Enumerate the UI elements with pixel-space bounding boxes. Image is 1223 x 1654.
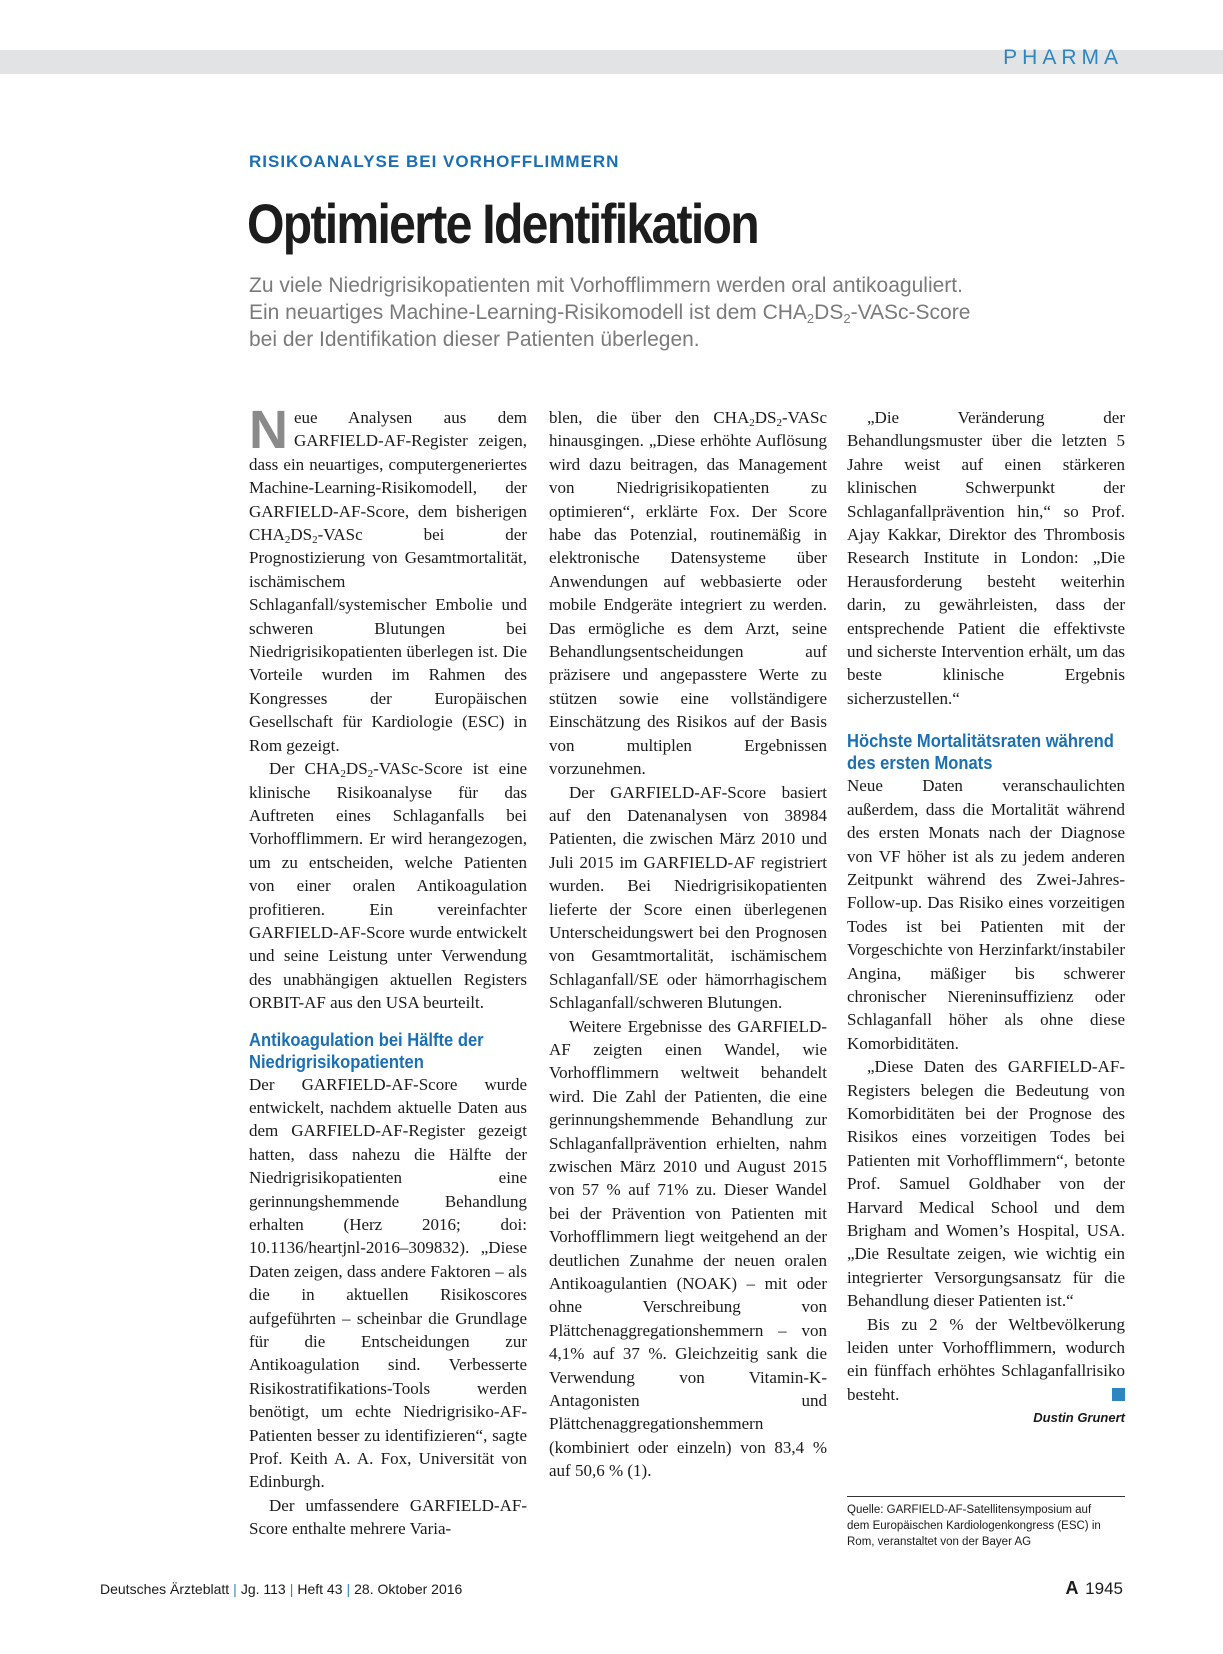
lead-line: Ein neuartiges Machine-Learning-Risikomodell ist dem $CHA_2DS_2-VASc$-Score (249, 301, 971, 326)
lead-line: Zu viele Niedrigrisikopatienten mit Vorhofflimmern werden oral antikoaguliert. (249, 274, 963, 297)
volume: Jg. 113 (240, 1581, 286, 1597)
source-note: Quelle: GARFIELD-AF-Satellitensymposium auf dem Europäischen Kardiologenkongress (ESC) in Rom, veranstaltet von der Bayer AG (847, 1496, 1125, 1550)
footer: Deutsches Ärzteblatt | Jg. 113 | Heft 43 | 28. Oktober 2016 (100, 1581, 463, 1597)
issue: Heft 43 (297, 1581, 343, 1597)
article-lead (249, 272, 1079, 353)
lead-line: bei der Identifikation dieser Patienten überlegen. (249, 328, 700, 351)
section-label: PHARMA (1003, 46, 1123, 69)
column-2 (549, 406, 827, 1483)
subheading: Antikoagulation bei Hälfte der Niedrigrisikopatienten (249, 1029, 484, 1072)
paragraph: „Die Veränderung der Behandlungsmuster über die letzten 5 Jahre weist auf einen stärkeren klinischen Schwerpunkt der Schlaganfallprävention hin,“ so Prof. Ajay Kakkar, Direktor des Thrombosis Research Institute in London: „Die Herausforderung besteht weiterhin darin, zu gewährleisten, dass der entsprechende Patient die effektivste und sicherste Intervention erhält, um das beste klinische Ergebnis sicherzustellen.“ (847, 408, 1125, 708)
paragraph: Der GARFIELD-AF-Score wurde entwickelt, nachdem aktuelle Daten aus dem GARFIELD-AF-Register gezeigt hatten, dass nahezu die Hälfte der Niedrigrisikopatienten eine gerinnungshemmende Behandlung erhalten (Herz 2016; doi: 10.1136/heartjnl-2016–309832). „Diese Daten zeigen, dass andere Faktoren – als die in aktuellen Risikoscores aufgeführten – scheinbar die Grundlage für die Entscheidungen zur Antikoagulation sind. Verbesserte Risikostratifikations-Tools werden benötigt, um echte Niedrigrisiko-AF-Patienten besser zu identifizieren“, sagte Prof. Keith A. A. Fox, Universität von Edinburgh. (249, 1074, 527, 1492)
column-3 (847, 406, 1125, 1427)
paragraph: „Diese Daten des GARFIELD-AF-Registers belegen die Bedeutung von Komorbiditäten bei der Prognose des Risikos eines vorzeitigen Todes bei Patienten mit Vorhofflimmern“, betonte Prof. Samuel Goldhaber von der Harvard Medical School und dem Brigham and Women’s Hospital, USA. „Die Resultate zeigen, wie wichtig ein integrierter Versorgungsansatz für die Behandlung dieser Patienten ist.“ (847, 1057, 1125, 1311)
article-kicker: RISIKOANALYSE BEI VORHOFFLIMMERN (249, 152, 620, 171)
paragraph: Bis zu 2 % der Weltbevölkerung leiden unter Vorhofflimmern, wodurch ein fünffach erhöhtes Schlaganfallrisiko besteht. (847, 1314, 1125, 1404)
author: Dustin Grunert (1033, 1410, 1125, 1426)
issue-date: 28. Oktober 2016 (354, 1581, 463, 1597)
paragraph: Weitere Ergebnisse des GARFIELD-AF zeigten einen Wandel, wie Vorhofflimmern weltweit behandelt wird. Die Zahl der Patienten, die eine gerinnungshemmende Behandlung zur Schlaganfallprävention erhielten, nahm zwischen März 2010 und August 2015 von 57 % auf 71% zu. Dieser Wandel bei der Prävention von Patienten mit Vorhofflimmern liegt weitgehend an der deutlichen Zunahme der neuen oralen Antikoagulantien (NOAK) – mit oder ohne Verschreibung von Plättchenaggregationshemmern – von 4,1% auf 37 %. Gleichzeitig sank die Verwendung von Vitamin-K-Antagonisten und Plättchenaggregationshemmern (kombiniert oder einzeln) von 83,4 % auf 50,6 % (1). (549, 1016, 827, 1481)
paragraph: Neue Analysen aus dem GARFIELD-AF-Register zeigen, dass ein neuartiges, computergeneriertes Machine-Learning-Risikomodell, der GARFIELD-AF-Score, dem bisherigen $CHA_2DS_2$-VASc bei der Prognostizierung von Gesamtmortalität, ischämischem Schlaganfall/systemischer Embolie und schweren Blutungen bei Niedrigrisikopatienten überlegen ist. Die Vorteile wurden im Rahmen des Kongresses der Europäischen Gesellschaft für Kardiologie (ESC) in Rom gezeigt. (249, 400, 527, 755)
journal-name: Deutsches Ärzteblatt (100, 1581, 230, 1597)
paragraph: Der umfassendere GARFIELD-AF-Score enthalte mehrere Varia- (249, 1495, 527, 1539)
paragraph: Der GARFIELD-AF-Score basiert auf den Datenanalysen von 38984 Patienten, die zwischen März 2010 und Juli 2015 im GARFIELD-AF registriert wurden. Bei Niedrigrisikopatienten lieferte der Score einen überlegenen Unterscheidungswert bei den Prognosen von Gesamtmortalität, ischämischem Schlaganfall/SE oder hämorrhagischem Schlaganfall/schweren Blutungen. (549, 782, 827, 1013)
end-mark-icon (1112, 1388, 1125, 1401)
paragraph: Neue Daten veranschaulichten außerdem, dass die Mortalität während des ersten Monats nach der Diagnose von VF höher ist als zu jedem anderen Zeitpunkt während des Zwei-Jahres-Follow-up. Das Risiko eines vorzeitigen Todes ist bei Patienten mit der Vorgeschichte von Herzinfarkt/instabiler Angina, mäßiger bis schwerer chronischer Niereninsuffizienz oder Schlaganfall höher als ohne diese Komorbiditäten. (847, 776, 1125, 1053)
drop-cap: N (249, 400, 288, 460)
column-1 (249, 400, 527, 1541)
page-number: A 1945 (1065, 1578, 1123, 1598)
article-title: Optimierte Identifikation (247, 192, 758, 255)
subheading: Höchste Mortalitätsraten während des ersten Monats (847, 731, 1114, 774)
paragraph: blen, die über den $CHA_2DS_2$-VASc hinausgingen. „Diese erhöhte Auflösung wird dazu beitragen, das Management von Niedrigrisikopatienten zu optimieren“, erklärte Fox. Der Score habe das Potenzial, routinemäßig in elektronische Datensysteme über Anwendungen auf webbasierte oder mobile Endgeräte integriert zu werden. Das ermögliche es dem Arzt, seine Behandlungsentscheidungen auf präzisere und angepasstere Werte zu stützen sowie eine vollständigere Einschätzung des Risikos auf der Basis von multiplen Ergebnissen vorzunehmen. (549, 408, 827, 779)
paragraph: Der $CHA_2DS_2-VASc$-Score ist eine klinische Risikoanalyse für das Auftreten eines Schlaganfalls bei Vorhofflimmern. Er wird herangezogen, um zu entscheiden, welche Patienten von einer oralen Antikoagulation profitieren. Ein vereinfachter GARFIELD-AF-Score wurde entwickelt und seine Leistung unter Verwendung des unabhängigen aktuellen Registers ORBIT-AF aus den USA beurteilt. (249, 759, 527, 1013)
